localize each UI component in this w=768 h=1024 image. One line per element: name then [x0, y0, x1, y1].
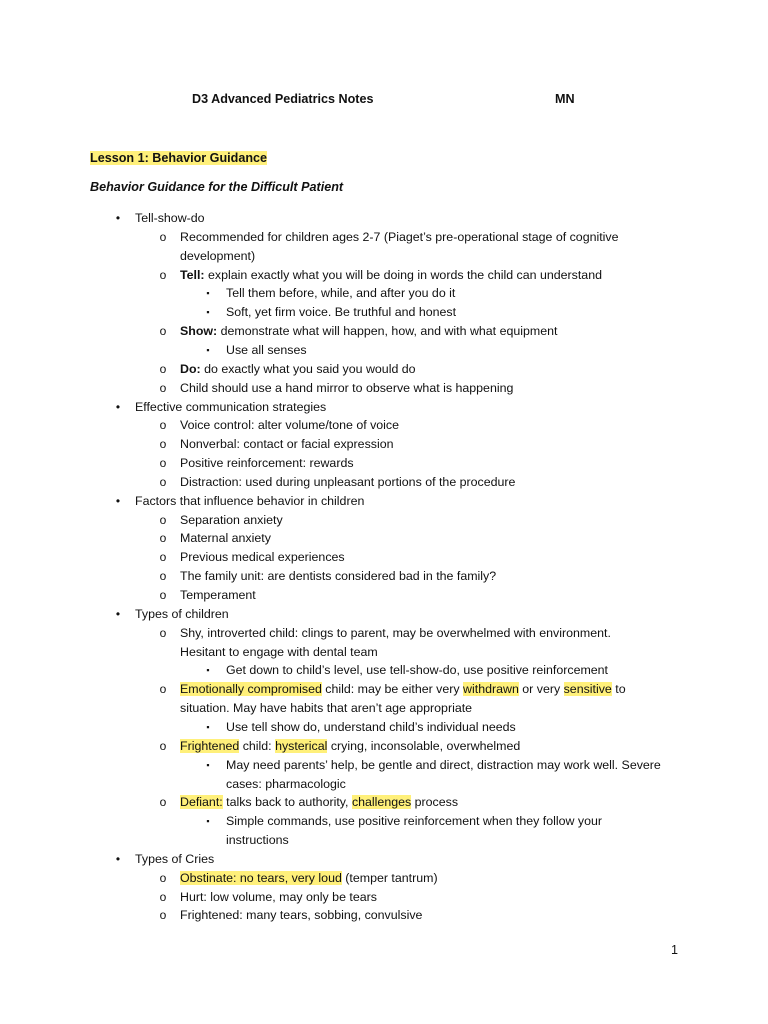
highlighted-term: Defiant: — [180, 795, 223, 810]
outline-line — [0, 775, 768, 794]
bullet-square-icon: ▪ — [206, 665, 210, 676]
text-segment: Types of children — [135, 606, 229, 621]
text-segment: Do: — [180, 361, 201, 376]
outline-line — [0, 435, 768, 454]
text-segment: explain exactly what you will be doing in words the child can understand — [204, 267, 602, 282]
outline-text — [180, 266, 602, 285]
outline-text — [180, 737, 520, 756]
bullet-dot-icon: • — [115, 211, 121, 225]
bullet-circle-icon: o — [159, 418, 167, 433]
text-segment: situation. May have habits that aren’t age appropriate — [180, 701, 473, 716]
outline-text — [135, 492, 364, 511]
bullet-square-icon: ▪ — [206, 721, 210, 732]
text-segment: Maternal anxiety — [180, 531, 271, 546]
text-segment: Types of Cries — [135, 851, 215, 866]
outline-text — [226, 812, 602, 831]
outline-line — [0, 303, 768, 322]
outline-text — [226, 718, 516, 737]
outline-text — [226, 284, 455, 303]
bullet-square-icon: ▪ — [206, 307, 210, 318]
outline-line — [0, 228, 768, 247]
bullet-circle-icon: o — [159, 908, 167, 923]
outline-line — [0, 605, 768, 624]
bullet-circle-icon: o — [159, 512, 167, 527]
outline-text — [226, 303, 456, 322]
outline-text — [180, 473, 515, 492]
outline-line — [0, 284, 768, 303]
outline-line — [0, 266, 768, 285]
text-segment: child: — [239, 738, 276, 753]
outline-text — [180, 567, 496, 586]
outline-text — [135, 398, 326, 417]
text-segment: to — [611, 682, 626, 697]
outline-text — [180, 680, 626, 699]
outline-text — [180, 906, 422, 925]
outline-text — [226, 341, 307, 360]
outline-text — [180, 586, 256, 605]
outline-line — [0, 831, 768, 850]
highlighted-term: hysterical — [275, 738, 328, 753]
outline-line — [0, 360, 768, 379]
outline-text — [180, 643, 378, 662]
highlighted-term: sensitive — [563, 682, 612, 697]
bullet-circle-icon: o — [159, 437, 167, 452]
bullet-square-icon: ▪ — [206, 288, 210, 299]
text-segment: development) — [180, 248, 256, 263]
outline-line — [0, 756, 768, 775]
outline-line — [0, 511, 768, 530]
text-segment: Previous medical experiences — [180, 550, 345, 565]
text-segment: Factors that influence behavior in children — [135, 493, 365, 508]
outline-line — [0, 624, 768, 643]
outline-line — [0, 643, 768, 662]
outline-line — [0, 586, 768, 605]
bullet-circle-icon: o — [159, 682, 167, 697]
bullet-circle-icon: o — [159, 870, 167, 885]
outline-line — [0, 680, 768, 699]
outline-text — [135, 850, 214, 869]
outline-text — [135, 209, 205, 228]
bullet-square-icon: ▪ — [206, 816, 210, 827]
text-segment: do exactly what you said you would do — [200, 361, 416, 376]
bullet-circle-icon: o — [159, 229, 167, 244]
outline-text — [180, 888, 377, 907]
text-segment: Separation anxiety — [180, 512, 283, 527]
outline-line — [0, 567, 768, 586]
bullet-dot-icon: • — [115, 399, 121, 414]
text-segment: cases: pharmacologic — [226, 776, 346, 791]
bullet-circle-icon: o — [159, 456, 167, 471]
bullet-circle-icon: o — [159, 267, 167, 282]
text-segment: Child should use a hand mirror to observe what is happening — [180, 380, 514, 395]
bullet-circle-icon: o — [159, 380, 167, 395]
outline-text — [180, 511, 283, 530]
text-segment: Hurt: low volume, may only be tears — [180, 889, 377, 904]
text-segment: Show: — [180, 324, 218, 339]
outline-line — [0, 416, 768, 435]
lesson-heading: Lesson 1: Behavior Guidance — [90, 151, 268, 165]
outline-line — [0, 454, 768, 473]
bullet-circle-icon: o — [159, 550, 167, 565]
outline-line — [0, 379, 768, 398]
outline-line — [0, 322, 768, 341]
text-segment: Distraction: used during unpleasant portions of the procedure — [180, 474, 516, 489]
bullet-circle-icon: o — [159, 324, 167, 339]
outline-text — [180, 228, 619, 247]
author-initials: MN — [555, 92, 575, 106]
outline-text — [180, 379, 513, 398]
outline-line — [0, 529, 768, 548]
bullet-circle-icon: o — [159, 795, 167, 810]
outline-text — [226, 661, 608, 680]
outline-line — [0, 209, 768, 228]
outline-text — [180, 435, 394, 454]
text-segment: talks back to authority, — [222, 795, 352, 810]
outline-text — [226, 775, 346, 794]
text-segment: or very — [518, 682, 564, 697]
outline-text — [226, 756, 661, 775]
highlighted-term: Obstinate: no tears, very loud — [180, 870, 342, 885]
outline-text — [180, 529, 271, 548]
text-segment: demonstrate what will happen, how, and with what equipment — [217, 324, 558, 339]
outline-text — [180, 793, 458, 812]
text-segment: crying, inconsolable, overwhelmed — [327, 738, 521, 753]
outline-text — [226, 831, 289, 850]
text-segment: Temperament — [180, 588, 256, 602]
section-heading: Behavior Guidance for the Difficult Patient — [90, 180, 344, 194]
outline-text — [135, 605, 229, 624]
outline-line — [0, 888, 768, 907]
bullet-circle-icon: o — [159, 738, 167, 753]
outline-text — [180, 624, 611, 643]
outline-line — [0, 699, 768, 718]
outline-text — [180, 322, 557, 341]
text-segment: Hesitant to engage with dental team — [180, 644, 378, 659]
text-segment: Tell them before, while, and after you do it — [226, 286, 456, 301]
highlighted-term: challenges — [351, 795, 412, 810]
outline-line — [0, 869, 768, 888]
bullet-circle-icon: o — [159, 588, 167, 602]
text-segment: process — [411, 795, 459, 810]
text-segment: Tell: — [180, 267, 205, 282]
highlighted-term: Emotionally compromised — [180, 682, 322, 697]
outline-line — [0, 812, 768, 831]
text-segment: Simple commands, use positive reinforcement when they follow your — [226, 814, 603, 829]
outline-text — [180, 360, 416, 379]
text-segment: The family unit: are dentists considered bad in the family? — [180, 569, 497, 584]
outline-line — [0, 718, 768, 737]
highlighted-term: Frightened — [180, 738, 240, 753]
outline-line — [0, 473, 768, 492]
outline-text — [180, 247, 255, 266]
bullet-circle-icon: o — [159, 361, 167, 376]
bullet-square-icon: ▪ — [206, 759, 210, 770]
bullet-circle-icon: o — [159, 474, 167, 489]
document-title: D3 Advanced Pediatrics Notes — [192, 92, 374, 106]
outline-line — [0, 492, 768, 511]
text-segment: Soft, yet firm voice. Be truthful and honest — [226, 305, 457, 320]
outline-line — [0, 247, 768, 266]
text-segment: Nonverbal: contact or facial expression — [180, 437, 394, 452]
outline-line — [0, 548, 768, 567]
bullet-dot-icon: • — [115, 493, 121, 508]
text-segment: Voice control: alter volume/tone of voice — [180, 418, 400, 433]
highlighted-term: withdrawn — [463, 682, 519, 697]
bullet-circle-icon: o — [159, 569, 167, 584]
text-segment: Tell-show-do — [135, 211, 205, 225]
bullet-dot-icon: • — [115, 606, 121, 621]
bullet-square-icon: ▪ — [206, 344, 210, 355]
text-segment: Shy, introverted child: clings to parent, may be overwhelmed with environment. — [180, 625, 611, 640]
outline-text — [180, 548, 345, 567]
outline-line — [0, 850, 768, 869]
text-segment: child: may be either very — [321, 682, 464, 697]
outline-line — [0, 398, 768, 417]
outline-line — [0, 737, 768, 756]
text-segment: Recommended for children ages 2-7 (Piaget’s pre-operational stage of cognitive — [180, 229, 619, 244]
text-segment: Effective communication strategies — [135, 399, 327, 414]
page-number: 1 — [671, 943, 679, 957]
outline-text — [180, 454, 354, 473]
text-segment: Use tell show do, understand child’s individual needs — [226, 719, 516, 734]
outline-text — [180, 869, 438, 888]
bullet-circle-icon: o — [159, 889, 167, 904]
outline-text — [180, 699, 472, 718]
text-segment: (temper tantrum) — [341, 870, 438, 885]
bullet-circle-icon: o — [159, 531, 167, 546]
outline-text — [180, 416, 399, 435]
outline-line — [0, 793, 768, 812]
bullet-dot-icon: • — [115, 851, 121, 866]
text-segment: Get down to child’s level, use tell-show-do, use positive reinforcement — [226, 663, 609, 678]
outline-line — [0, 661, 768, 680]
outline-line — [0, 341, 768, 360]
text-segment: Positive reinforcement: rewards — [180, 456, 354, 471]
text-segment: Frightened: many tears, sobbing, convulsive — [180, 908, 423, 923]
text-segment: May need parents’ help, be gentle and direct, distraction may work well. Severe — [226, 757, 661, 772]
bullet-circle-icon: o — [159, 625, 167, 640]
text-segment: instructions — [226, 833, 289, 848]
text-segment: Use all senses — [226, 342, 307, 357]
outline-line — [0, 906, 768, 925]
